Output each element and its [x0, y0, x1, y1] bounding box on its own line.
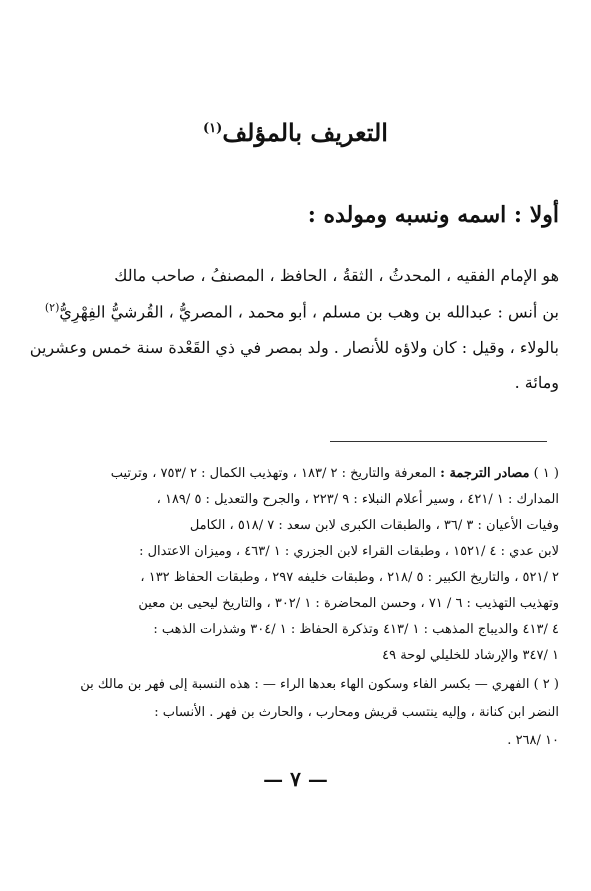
footnote-1-line-4: لابن عدي : ٤ /١٥٢١ ، وطبقات القراء لابن الجزري : ١ /٤٦٣ ، وميزان الاعتدال : — [139, 544, 559, 559]
footnote-2-first-text: الفهري — بكسر الفاء وسكون الهاء بعدها الراء — : هذه النسبة إلى فهر بن مالك بن — [80, 677, 530, 692]
body-line-3: بالولاء ، وقيل : كان ولاؤه للأنصار . ولد بمصر في ذي القَعْدة سنة خمس وعشرين — [29, 338, 559, 357]
footnote-2-line-1 — [80, 675, 559, 695]
footnote-1-line-6: وتهذيب التهذيب : ٦ / ٧١ ، وحسن المحاضرة : ١ /٣٠٢ ، والتاريخ ليحيى بن معين — [138, 596, 559, 611]
title-footnote-ref: (١) — [203, 121, 223, 136]
footnote-1-line-1 — [111, 464, 559, 484]
footnote-1-line-2: المدارك : ١ /٤٢١ ، وسير أعلام النبلاء : ٩ /٢٢٣ ، والجرح والتعديل : ٥ /١٨٩ ، — [156, 492, 559, 507]
section-heading: أولا : اسمه ونسبه ومولده : — [307, 202, 559, 228]
body-footnote-ref-2: (٢) — [44, 301, 60, 314]
footnote-1-line-3: وفيات الأعيان : ٣ /٣٦ ، والطبقات الكبرى لابن سعد : ٧ /٥١٨ ، الكامل — [189, 518, 559, 533]
footnote-1-line-5: ٢ /٥٢١ ، والتاريخ الكبير : ٥ /٢١٨ ، وطبقات خليفه ٢٩٧ ، وطبقات الحفاظ ١٣٢ ، — [140, 570, 559, 585]
footnote-2-line-2: النضر ابن كنانة ، وإليه ينتسب قريش ومحارب ، والحارث بن فهر . الأنساب : — [154, 705, 559, 720]
footnote-1-line-7: ٤ /٤١٣ والديباج المذهب : ١ /٤١٣ وتذكرة الحفاظ : ١ /٣٠٤ وشذرات الذهب : — [153, 622, 559, 637]
footnote-2-line-3: ١٠ /٢٦٨ . — [507, 733, 559, 748]
page-number: — ٧ — — [263, 767, 328, 791]
footnote-1-marker: ( ١ ) — [533, 466, 559, 481]
footnote-1-first-text: المعرفة والتاريخ : ٢ /١٨٣ ، وتهذيب الكمال : ٢ /٧٥٣ ، وترتيب — [110, 466, 436, 481]
body-line-1: هو الإمام الفقيه ، المحدثُ ، الثقةُ ، الحافظ ، المصنفُ ، صاحب مالك — [114, 266, 559, 285]
footnote-2-marker: ( ٢ ) — [533, 677, 559, 692]
body-line-2-text: بن أنس : عبدالله بن وهب بن مسلم ، أبو محمد ، المصريُّ ، القُرشيُّ الفِهْرِيُّ — [59, 302, 559, 322]
body-line-4: ومائة . — [514, 373, 559, 392]
footnote-1-line-8: ١ /٣٤٧ والإرشاد للخليلي لوحة ٤٩ — [382, 648, 559, 663]
body-line-2 — [45, 297, 559, 323]
footnote-separator — [330, 441, 547, 442]
footnote-1-label: مصادر الترجمة : — [440, 466, 530, 481]
page-title — [0, 118, 591, 147]
page-title-text: التعريف بالمؤلف — [222, 118, 388, 147]
